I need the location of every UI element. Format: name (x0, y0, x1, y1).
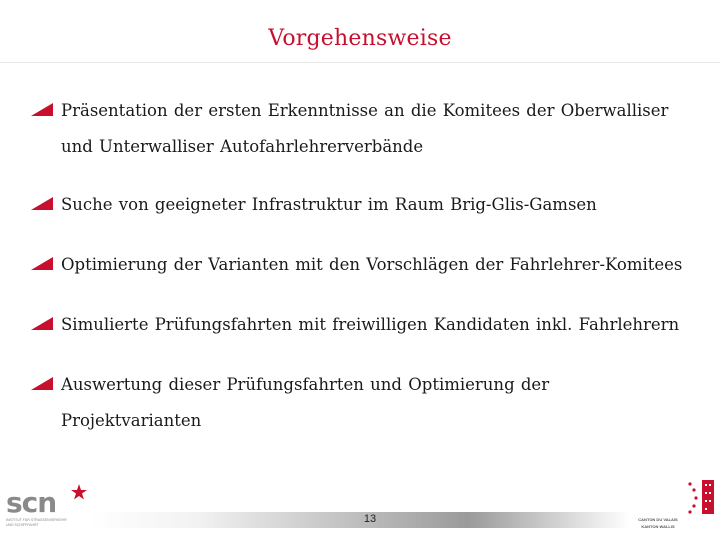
logo-subtext (6, 518, 86, 528)
red-wedge-bullet-icon (31, 257, 53, 270)
title-divider (0, 62, 720, 63)
red-wedge-bullet-icon (31, 377, 53, 390)
bullet-list (30, 93, 690, 439)
canton-label-line: KANTON WALLIS (641, 524, 675, 529)
star-icon (71, 484, 87, 500)
bullet-item (30, 187, 690, 223)
flag-icon (702, 480, 714, 514)
bullet-item (30, 247, 690, 283)
red-wedge-bullet-icon (31, 317, 53, 330)
logo-subtext-line: UND SCHIFFFAHRT (6, 523, 39, 527)
bullet-item (30, 307, 690, 343)
logo-wordmark: scn (6, 486, 57, 519)
stars-icon (688, 482, 697, 513)
bullet-text: Suche von geeigneter Infrastruktur im Raum Brig-Glis-Gamsen (61, 195, 597, 214)
page-number: 13 (363, 513, 377, 525)
canton-label-line: CANTON DU VALAIS (638, 517, 678, 522)
bullet-text: Präsentation der ersten Erkenntnisse an die Komitees der Oberwalliser und Unterwalliser Autofahrlehrerverbände (61, 101, 669, 156)
logo-subtext-line: INSTITUT FÜR STRASSENVERKEHR (6, 518, 67, 522)
bullet-item (30, 93, 690, 165)
bullet-text: Simulierte Prüfungsfahrten mit freiwilligen Kandidaten inkl. Fahrlehrern (61, 315, 680, 334)
slide-title: Vorgehensweise (268, 26, 452, 51)
red-wedge-bullet-icon (31, 197, 53, 210)
bullet-text: Optimierung der Varianten mit den Vorschlägen der Fahrlehrer-Komitees (61, 255, 683, 274)
bullet-text: Auswertung dieser Prüfungsfahrten und Optimierung der Projektvarianten (61, 375, 550, 430)
red-wedge-bullet-icon (31, 103, 53, 116)
bullet-item (30, 367, 690, 439)
canton-label (620, 516, 696, 530)
